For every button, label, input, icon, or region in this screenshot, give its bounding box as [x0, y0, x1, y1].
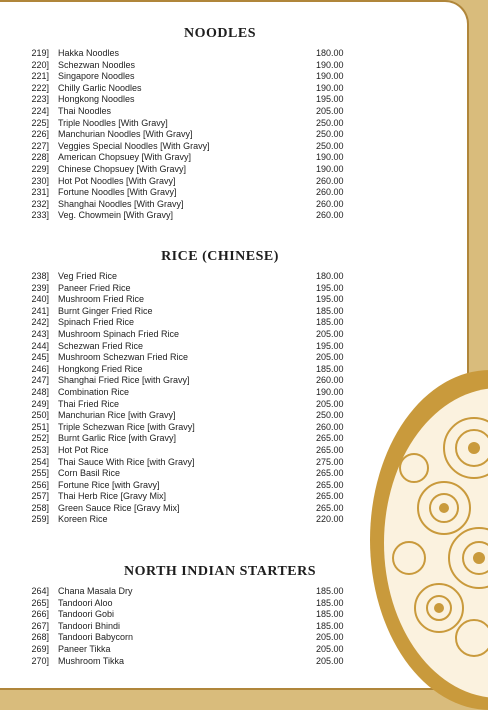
item-name: Hot Pot Rice: [58, 444, 109, 455]
item-name: Koreen Rice: [58, 514, 108, 525]
item-name: Singapore Noodles: [58, 71, 135, 82]
item-number: 270]: [31, 655, 49, 666]
section-title: RICE (CHINESE): [161, 249, 279, 264]
item-number: 222]: [31, 82, 49, 93]
item-price: 265.00: [316, 444, 344, 455]
item-name: Veggies Special Noodles [With Gravy]: [58, 140, 210, 151]
section-title: NOODLES: [184, 26, 256, 41]
item-name: Schezwan Fried Rice: [58, 340, 144, 351]
item-name: Mushroom Spinach Fried Rice: [58, 328, 180, 339]
item-number: 254]: [31, 456, 49, 467]
item-price: 185.00: [316, 620, 344, 631]
item-price: 190.00: [316, 386, 344, 397]
item-number: 238]: [31, 271, 49, 281]
item-price: 205.00: [316, 643, 344, 654]
item-number: 245]: [31, 352, 49, 363]
item-number: 225]: [31, 117, 49, 128]
item-name: Paneer Fried Rice: [58, 282, 131, 293]
item-number: 248]: [31, 386, 49, 397]
item-price: 185.00: [316, 609, 344, 620]
item-price: 220.00: [316, 514, 344, 525]
item-name: Shanghai Noodles [With Gravy]: [58, 198, 184, 209]
mandala-icon: [384, 388, 488, 668]
item-number: 252]: [31, 433, 49, 444]
item-price: 195.00: [316, 282, 344, 293]
item-name: Corn Basil Rice: [58, 468, 121, 479]
item-number: 268]: [31, 632, 49, 643]
item-name: Chilly Garlic Noodles: [58, 82, 142, 93]
item-number: 253]: [31, 444, 49, 455]
item-price: 265.00: [316, 491, 344, 502]
item-number: 231]: [31, 187, 49, 198]
item-name: Green Sauce Rice [Gravy Mix]: [58, 502, 180, 513]
item-name: Triple Noodles [With Gravy]: [58, 117, 168, 128]
item-price: 205.00: [316, 328, 344, 339]
item-number: 220]: [31, 59, 49, 70]
item-name: Schezwan Noodles: [58, 59, 136, 70]
item-number: 243]: [31, 328, 49, 339]
item-name: Chana Masala Dry: [58, 586, 133, 596]
item-price: 205.00: [316, 398, 344, 409]
item-price: 190.00: [316, 59, 344, 70]
item-number: 249]: [31, 398, 49, 409]
item-number: 219]: [31, 48, 49, 58]
item-price: 205.00: [316, 352, 344, 363]
item-number: 266]: [31, 609, 49, 620]
item-number: 221]: [31, 71, 49, 82]
item-price: 195.00: [316, 294, 344, 305]
item-price: 250.00: [316, 410, 344, 421]
item-number: 228]: [31, 152, 49, 163]
item-price: 185.00: [316, 363, 344, 374]
item-name: Manchurian Rice [with Gravy]: [58, 410, 176, 421]
item-number: 240]: [31, 294, 49, 305]
item-number: 244]: [31, 340, 49, 351]
item-name: Shanghai Fried Rice [with Gravy]: [58, 375, 190, 386]
item-name: Spinach Fried Rice: [58, 317, 135, 328]
item-number: 264]: [31, 586, 49, 596]
item-name: Mushroom Schezwan Fried Rice: [58, 352, 189, 363]
item-price: 260.00: [316, 375, 344, 386]
item-price: 195.00: [316, 340, 344, 351]
item-number: 242]: [31, 317, 49, 328]
item-number: 251]: [31, 421, 49, 432]
item-number: 233]: [31, 210, 49, 221]
item-name: Veg. Chowmein [With Gravy]: [58, 210, 174, 221]
item-number: 229]: [31, 163, 49, 174]
item-price: 190.00: [316, 71, 344, 82]
item-number: 258]: [31, 502, 49, 513]
item-price: 260.00: [316, 175, 344, 186]
item-name: Fortune Rice [with Gravy]: [58, 479, 160, 490]
item-price: 250.00: [316, 129, 344, 140]
item-name: Thai Noodles: [58, 105, 112, 116]
item-price: 260.00: [316, 198, 344, 209]
item-number: 241]: [31, 305, 49, 316]
item-number: 230]: [31, 175, 49, 186]
item-number: 269]: [31, 643, 49, 654]
item-price: 185.00: [316, 597, 344, 608]
item-number: 224]: [31, 105, 49, 116]
item-name: Hongkong Fried Rice: [58, 363, 143, 374]
item-price: 190.00: [316, 163, 344, 174]
item-price: 275.00: [316, 456, 344, 467]
item-price: 185.00: [316, 586, 344, 596]
item-name: Thai Sauce With Rice [with Gravy]: [58, 456, 195, 467]
item-name: Chinese Chopsuey [With Gravy]: [58, 163, 187, 174]
item-price: 195.00: [316, 94, 344, 105]
item-price: 260.00: [316, 210, 344, 221]
item-name: Burnt Garlic Rice [with Gravy]: [58, 433, 177, 444]
item-price: 250.00: [316, 117, 344, 128]
item-number: 247]: [31, 375, 49, 386]
item-name: Tandoori Bhindi: [58, 620, 121, 631]
item-name: Thai Fried Rice: [58, 398, 120, 409]
item-number: 250]: [31, 410, 49, 421]
item-name: Paneer Tikka: [58, 643, 111, 654]
item-number: 256]: [31, 479, 49, 490]
item-number: 239]: [31, 282, 49, 293]
item-name: Hongkong Noodles: [58, 94, 135, 105]
item-price: 190.00: [316, 152, 344, 163]
item-name: Hot Pot Noodles [With Gravy]: [58, 175, 176, 186]
item-price: 260.00: [316, 187, 344, 198]
item-name: Tandoori Gobi: [58, 609, 115, 620]
item-price: 265.00: [316, 433, 344, 444]
item-name: Burnt Ginger Fried Rice: [58, 305, 153, 316]
item-price: 260.00: [316, 421, 344, 432]
item-price: 265.00: [316, 468, 344, 479]
item-name: Triple Schezwan Rice [with Gravy]: [58, 421, 195, 432]
item-name: Thai Herb Rice [Gravy Mix]: [58, 491, 167, 502]
item-number: 267]: [31, 620, 49, 631]
item-name: Combination Rice: [58, 386, 130, 397]
item-number: 259]: [31, 514, 49, 525]
item-price: 180.00: [316, 48, 344, 58]
item-number: 223]: [31, 94, 49, 105]
item-number: 255]: [31, 468, 49, 479]
item-price: 180.00: [316, 271, 344, 281]
item-price: 185.00: [316, 305, 344, 316]
item-price: 185.00: [316, 317, 344, 328]
item-price: 205.00: [316, 655, 344, 666]
item-price: 250.00: [316, 140, 344, 151]
item-price: 265.00: [316, 479, 344, 490]
item-name: Veg Fried Rice: [58, 271, 118, 281]
item-number: 227]: [31, 140, 49, 151]
item-name: American Chopsuey [With Gravy]: [58, 152, 192, 163]
item-name: Mushroom Tikka: [58, 655, 125, 666]
item-number: 226]: [31, 129, 49, 140]
item-price: 265.00: [316, 502, 344, 513]
item-price: 205.00: [316, 105, 344, 116]
item-name: Mushroom Fried Rice: [58, 294, 145, 305]
item-number: 257]: [31, 491, 49, 502]
item-name: Tandoori Aloo: [58, 597, 113, 608]
item-name: Tandoori Babycorn: [58, 632, 134, 643]
item-number: 232]: [31, 198, 49, 209]
item-price: 205.00: [316, 632, 344, 643]
item-name: Fortune Noodles [With Gravy]: [58, 187, 177, 198]
item-name: Hakka Noodles: [58, 48, 120, 58]
mandala-ornament: [384, 388, 488, 698]
section-title: NORTH INDIAN STARTERS: [123, 564, 317, 579]
item-price: 190.00: [316, 82, 344, 93]
item-name: Manchurian Noodles [With Gravy]: [58, 129, 193, 140]
item-number: 246]: [31, 363, 49, 374]
item-number: 265]: [31, 597, 49, 608]
